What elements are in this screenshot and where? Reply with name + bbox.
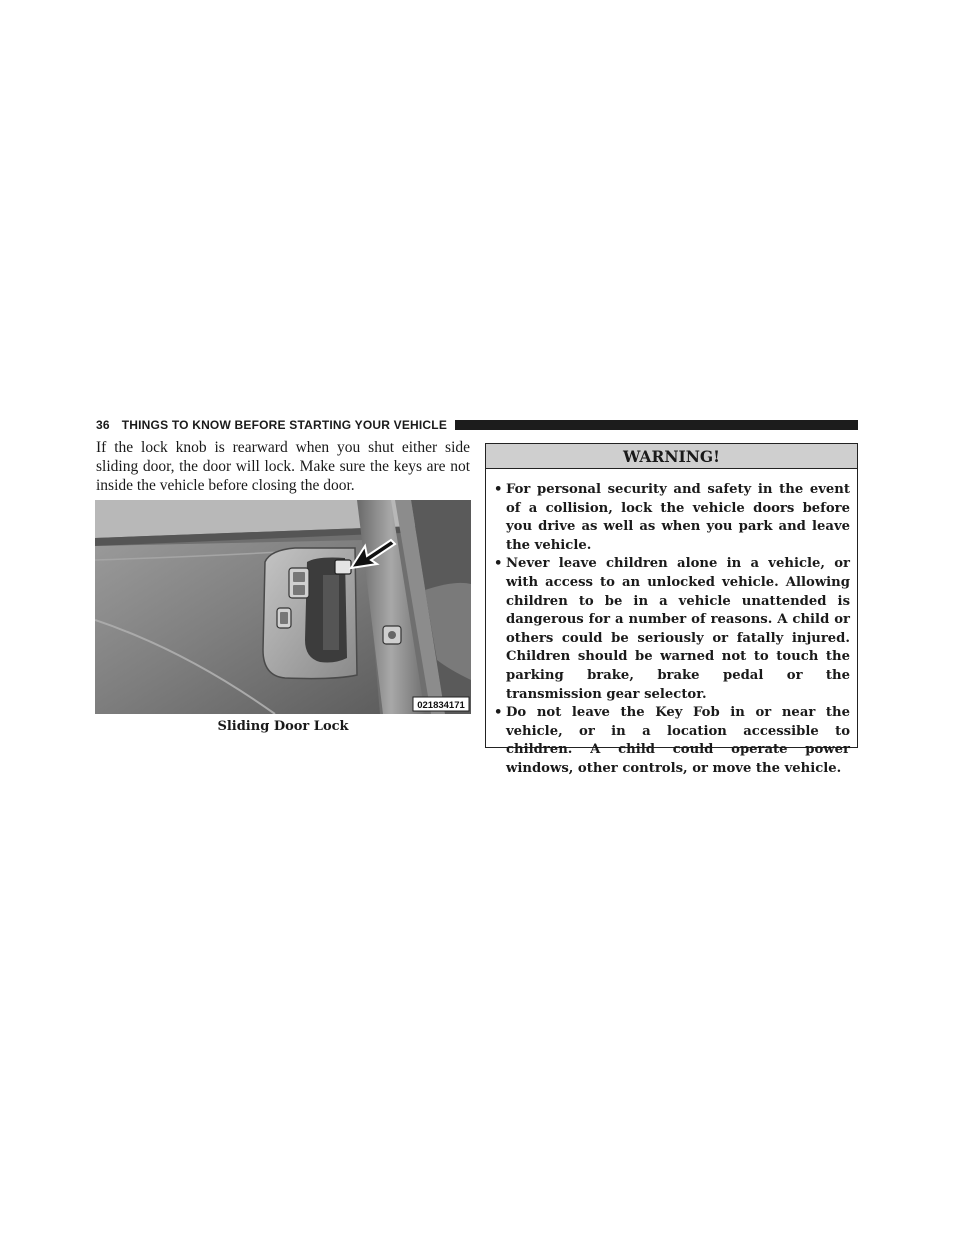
header-rule: [455, 420, 858, 430]
warning-list: [486, 469, 857, 779]
door-illustration: [95, 500, 471, 714]
running-header: [96, 417, 858, 433]
intro-paragraph: If the lock knob is rearward when you shut either side sliding door, the door will lock. Make sure the keys are not inside the vehicle before closing the door.: [96, 439, 470, 494]
warning-item: • For personal security and safety in the event of a collision, lock the vehicle doors before you drive as well as when you park and leave the vehicle.: [494, 482, 850, 553]
bullet-icon: •: [494, 705, 503, 721]
sliding-door-lock-photo: [95, 500, 471, 714]
page-number: 36: [96, 418, 110, 432]
figure-code: 021834171: [417, 700, 465, 711]
warning-item: • Never leave children alone in a vehicle, or with access to an unlocked vehicle. Allowing children to be in a vehicle unattended is dangerous for a number of reasons. A child or others could be seriously or fatally injured. Children should be warned not to touch the parking brake, brake pedal or the transmission gear selector.: [494, 556, 850, 702]
bullet-icon: •: [494, 482, 503, 497]
warning-box: [485, 443, 858, 776]
section-title: THINGS TO KNOW BEFORE STARTING YOUR VEHICLE: [121, 418, 448, 432]
warning-title: WARNING!: [486, 444, 857, 469]
warning-item: • Do not leave the Key Fob in or near the vehicle, or in a location accessible to children. A child could operate power windows, other controls, or move the vehicle.: [494, 705, 850, 776]
figure-caption: Sliding Door Lock: [217, 719, 349, 734]
bullet-icon: •: [494, 556, 503, 572]
